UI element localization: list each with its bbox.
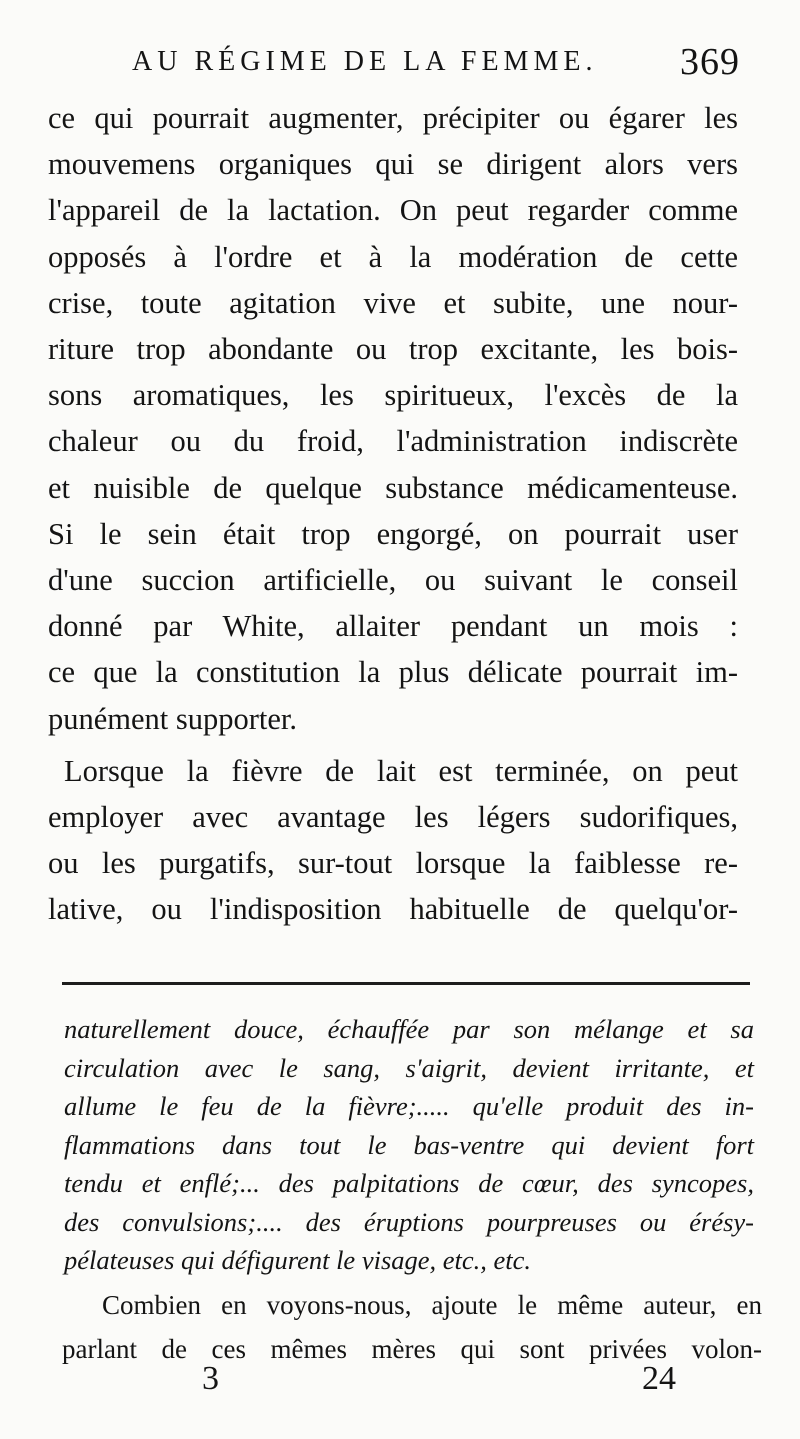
- body-line: chaleur ou du froid, l'administration indiscrète: [48, 424, 738, 459]
- body-line: lative, ou l'indisposition habituelle de quelqu'or-: [48, 892, 738, 927]
- footnote-line: allume le feu de la fièvre;..... qu'elle produit des in-: [64, 1091, 754, 1121]
- continuation-line: Combien en voyons-nous, ajoute le même auteur, en: [102, 1290, 762, 1320]
- continuation-line: parlant de ces mêmes mères qui sont privées volon-: [62, 1334, 762, 1364]
- body-line: d'une succion artificielle, ou suivant le conseil: [48, 563, 738, 598]
- signature-number: 3: [202, 1360, 219, 1397]
- footnote-line: naturellement douce, échauffée par son mélange et sa: [64, 1014, 754, 1044]
- footnote: [64, 1010, 754, 1280]
- page-number: 369: [680, 41, 740, 83]
- body-line: l'appareil de la lactation. On peut regarder comme: [48, 193, 738, 228]
- main-text: [48, 95, 738, 933]
- body-line: donné par White, allaiter pendant un mois :: [48, 609, 738, 644]
- body-line: Si le sein était trop engorgé, on pourrait user: [48, 516, 738, 551]
- running-head: [120, 40, 740, 86]
- body-line: punément supporter.: [48, 701, 298, 736]
- body-line: opposés à l'ordre et à la modération de cette: [48, 239, 738, 274]
- body-line: ou les purgatifs, sur-tout lorsque la faiblesse re-: [48, 846, 738, 881]
- footnote-line: flammations dans tout le bas-ventre qui devient fort: [64, 1129, 754, 1160]
- body-line: mouvemens organiques qui se dirigent alors vers: [48, 147, 738, 182]
- body-line: sons aromatiques, les spiritueux, l'excès de la: [48, 378, 738, 413]
- footnote-continuation: [62, 1283, 762, 1371]
- signature-marks: [190, 1360, 690, 1410]
- footnote-line: pélateuses qui défigurent le visage, etc., etc.: [64, 1245, 532, 1275]
- body-line: Lorsque la fièvre de lait est terminée, on peut: [64, 753, 738, 788]
- body-line: ce que la constitution la plus délicate pourrait im-: [48, 655, 738, 690]
- footnote-rule: [62, 982, 750, 985]
- body-line: employer avec avantage les légers sudorifiques,: [48, 800, 738, 835]
- signature-folio: 24: [642, 1360, 676, 1397]
- footnote-line: circulation avec le sang, s'aigrit, devient irritante, et: [64, 1052, 754, 1083]
- footnote-line: tendu et enflé;... des palpitations de cœur, des syncopes,: [64, 1168, 754, 1198]
- running-title: AU RÉGIME DE LA FEMME.: [132, 46, 598, 77]
- body-line: crise, toute agitation vive et subite, une nour-: [48, 285, 738, 320]
- body-line: riture trop abondante ou trop excitante, les bois-: [48, 332, 738, 367]
- footnote-line: des convulsions;.... des éruptions pourpreuses ou érésy-: [64, 1206, 754, 1237]
- body-line: ce qui pourrait augmenter, précipiter ou égarer les: [48, 101, 738, 135]
- body-line: et nuisible de quelque substance médicamenteuse.: [48, 470, 738, 505]
